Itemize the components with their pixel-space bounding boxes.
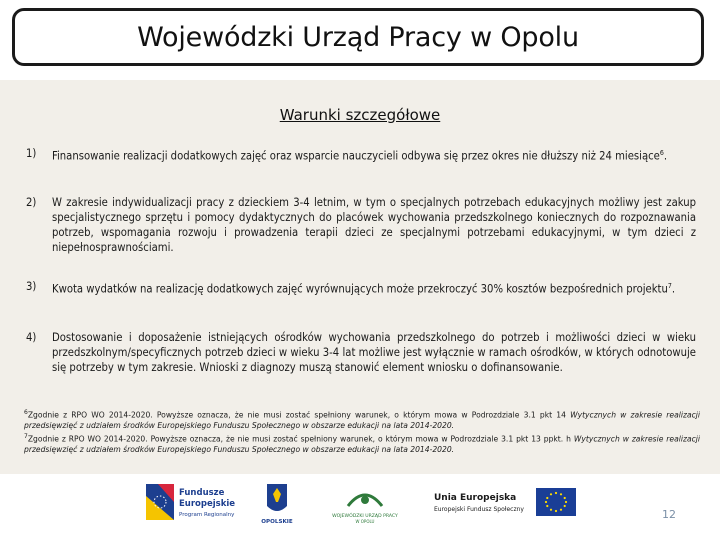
wup-text: WOJEWÓDZKI URZĄD PRACY xyxy=(332,514,398,519)
list-item-text: W zakresie indywidualizacji pracy z dzieckiem 3-4 letnim, w tym o specjalnych potrzebach edukacyjnych możliwy jest zakup specjalistycznego sprzętu i pomocy dydaktycznych do placówek wychowania przedszkolnego koniecznych do rozpoznawania potrzeb, wspomagania rozwoju i prowadzenia terapii dzieci ze specjalnymi potrzebami edukacyjnymi, w tym dzieci z niepełnosprawnościami. xyxy=(52,196,696,254)
list-item-text: Finansowanie realizacji dodatkowych zajęć oraz wsparcie nauczycieli odbywa się przez okres nie dłuższy niż 24 miesiące$^6$. xyxy=(52,149,668,163)
footnote: $^6$Zgodnie z RPO WO 2014-2020. Powyższe oznacza, że nie musi zostać spełniony warunek, o którym mowa w Podrozdziale 3.1 pkt 14 Wytycznych w zakresie realizacji przedsięwzięć z udziałem środków Europejskiego Funduszu Społecznego w obszarze edukacji na lata 2014-2020. xyxy=(24,409,700,431)
wup-logo xyxy=(320,476,410,532)
unia-europejska-logo xyxy=(430,476,580,532)
list-item-number: 2) xyxy=(26,196,37,209)
footnotes xyxy=(24,408,700,455)
page-number: 12 xyxy=(662,508,676,521)
ue-line1: Unia Europejska xyxy=(434,493,517,503)
section-title: Warunki szczegółowe xyxy=(279,106,441,124)
list-item-number: 4) xyxy=(26,331,37,344)
logo-bar xyxy=(140,476,696,532)
fundusze-europejskie-logo xyxy=(144,476,240,532)
footnote-ref: 6 xyxy=(659,149,664,157)
opolskie-text: OPOLSKIE xyxy=(261,519,293,525)
list-item-text: Kwota wydatków na realizację dodatkowych zajęć wyrównujących może przekroczyć 30% kosztów bezpośrednich projektu$^7$. xyxy=(52,282,676,296)
opolskie-logo xyxy=(252,476,302,532)
page-title: Wojewódzki Urząd Pracy w Opolu xyxy=(12,8,704,66)
fe-line1: Fundusze xyxy=(179,488,225,498)
list-item-number: 3) xyxy=(26,280,37,293)
wup-sub: W OPOLU xyxy=(355,519,375,524)
ue-line2: Europejski Fundusz Społeczny xyxy=(434,506,524,513)
list-item-number: 1) xyxy=(26,147,37,160)
content-area xyxy=(0,80,720,474)
header xyxy=(0,0,720,80)
list-item-text: Dostosowanie i doposażenie istniejących ośrodków wychowania przedszkolnego do potrzeb i możliwości dzieci w wieku przedszkolnym/specyficznych potrzeb dzieci w wieku 3-4 lat możliwe jest wyłącznie w ramach ośrodków, w których odnotowuje się potrzeby w tym zakresie. Wnioski z diagnozy muszą stanowić element wniosku o dofinansowanie. xyxy=(52,331,696,374)
footnote: $^7$Zgodnie z RPO WO 2014-2020. Powyższe oznacza, że nie musi zostać spełniony warunek, o którym mowa w Podrozdziale 3.1 pkt 13 ppkt. h Wytycznych w zakresie realizacji przedsięwzięć z udziałem środków Europejskiego Funduszu Społecznego w obszarze edukacji na lata 2014-2020. xyxy=(24,432,700,454)
footnote-ref: 7 xyxy=(667,282,672,290)
fe-line2: Europejskie xyxy=(179,499,236,509)
wup-dot xyxy=(361,496,369,504)
fe-line3: Program Regionalny xyxy=(179,512,235,518)
